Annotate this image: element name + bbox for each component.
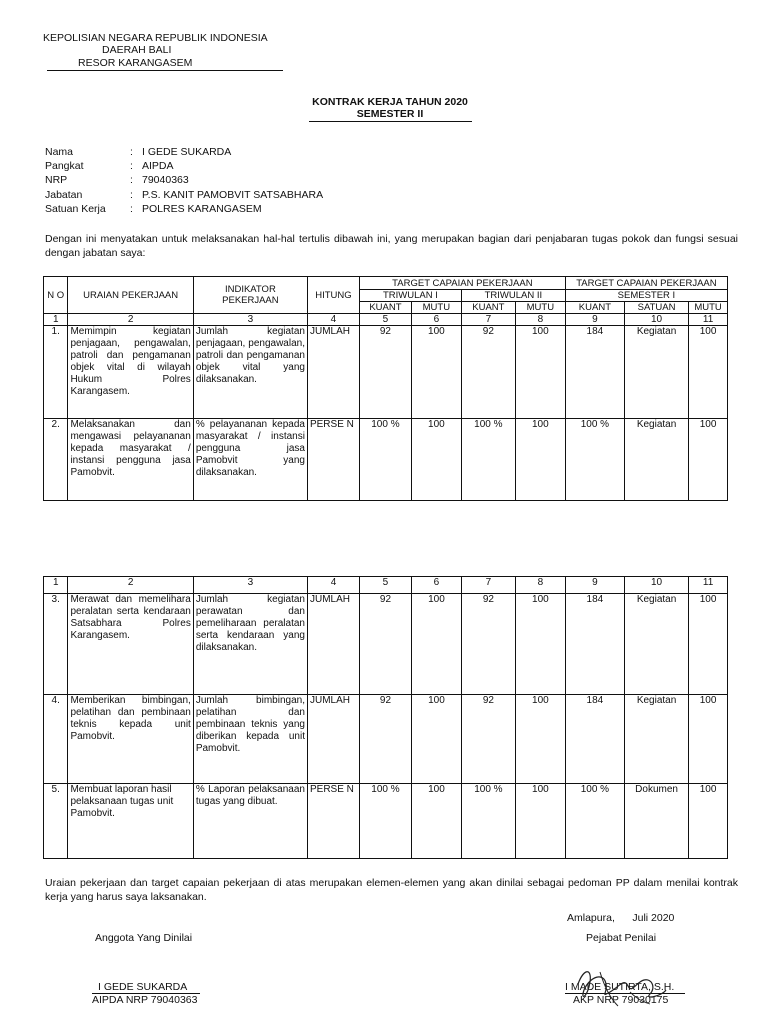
identity-row-jabatan bbox=[45, 188, 323, 202]
identity-row-pangkat bbox=[45, 159, 174, 173]
header-kuant: KUANT bbox=[461, 302, 515, 314]
column-number: 10 bbox=[624, 314, 688, 326]
row-satuan: Kegiatan bbox=[624, 326, 688, 419]
header-uraian: URAIAN PEKERJAAN bbox=[68, 277, 193, 314]
signatory-right-role: Pejabat Penilai bbox=[586, 932, 657, 944]
row-indikator: Jumlah kegiatan penjagaan, pengawalan, patroli dan pengamanan objek vital yang dilaksanakan. bbox=[193, 326, 307, 419]
header-kuant: KUANT bbox=[359, 302, 411, 314]
identity-sep: : bbox=[130, 189, 133, 201]
row-number: 3. bbox=[44, 594, 68, 695]
row-uraian: Merawat dan memelihara peralatan serta kendaraan Satsabhara Polres Karangasem. bbox=[68, 594, 193, 695]
row-mutu-tw2: 100 bbox=[515, 695, 565, 784]
row-mutu-tw2: 100 bbox=[515, 326, 565, 419]
row-kuant-sem: 100 % bbox=[565, 419, 624, 501]
document-subtitle: SEMESTER II bbox=[356, 108, 424, 120]
column-number: 2 bbox=[68, 314, 193, 326]
signatory-left-id: AIPDA NRP 79040363 bbox=[92, 994, 198, 1006]
row-mutu-tw2: 100 bbox=[515, 419, 565, 501]
column-number: 8 bbox=[515, 314, 565, 326]
row-indikator: % Laporan pelaksanaan tugas yang dibuat. bbox=[193, 784, 307, 859]
row-number: 2. bbox=[44, 419, 68, 501]
identity-value: P.S. KANIT PAMOBVIT SATSABHARA bbox=[142, 189, 324, 201]
column-number: 4 bbox=[307, 577, 359, 594]
row-hitung: PERSE N bbox=[307, 784, 359, 859]
identity-sep: : bbox=[130, 160, 133, 172]
header-triwulan-1: TRIWULAN I bbox=[359, 290, 461, 302]
row-number: 5. bbox=[44, 784, 68, 859]
intro-paragraph: Dengan ini menyatakan untuk melaksanakan hal-hal tertulis dibawah ini, yang merupakan bagian dari penjabaran tugas pokok dan fungsi sesuai dengan jabatan saya: bbox=[45, 233, 738, 259]
handwritten-signature bbox=[570, 962, 670, 1012]
row-indikator: Jumlah bimbingan, pelatihan dan pembinaan teknis yang diberikan kepada unit Pamobvit. bbox=[193, 695, 307, 784]
row-kuant-sem: 100 % bbox=[565, 784, 624, 859]
row-mutu-sem: 100 bbox=[689, 326, 728, 419]
closing-paragraph: Uraian pekerjaan dan target capaian pekerjaan di atas merupakan elemen-elemen yang akan dinilai sebagai pedoman PP dalam menilai kontrak kerja yang harus saya laksanakan. bbox=[45, 877, 738, 903]
table-row bbox=[44, 784, 728, 859]
column-number: 1 bbox=[44, 314, 68, 326]
row-mutu-sem: 100 bbox=[689, 695, 728, 784]
row-hitung: PERSE N bbox=[307, 419, 359, 501]
row-kuant-tw1: 92 bbox=[359, 326, 411, 419]
column-number-row bbox=[44, 314, 728, 326]
column-number: 9 bbox=[565, 577, 624, 594]
table-row bbox=[44, 695, 728, 784]
identity-row-nrp bbox=[45, 173, 189, 187]
row-kuant-tw1: 100 % bbox=[359, 784, 411, 859]
institution-name: KEPOLISIAN NEGARA REPUBLIK INDONESIA bbox=[43, 32, 268, 44]
row-kuant-tw2: 92 bbox=[461, 326, 515, 419]
column-number: 8 bbox=[515, 577, 565, 594]
header-target-semester: TARGET CAPAIAN PEKERJAAN bbox=[565, 277, 727, 290]
contract-table-2 bbox=[43, 576, 728, 859]
row-kuant-tw2: 92 bbox=[461, 594, 515, 695]
identity-value: 79040363 bbox=[142, 174, 189, 186]
row-uraian: Membuat laporan hasil pelaksanaan tugas unit Pamobvit. bbox=[68, 784, 193, 859]
column-number: 9 bbox=[565, 314, 624, 326]
row-satuan: Kegiatan bbox=[624, 594, 688, 695]
identity-label: Satuan Kerja bbox=[45, 203, 106, 215]
row-mutu-tw1: 100 bbox=[411, 695, 461, 784]
header-satuan: SATUAN bbox=[624, 302, 688, 314]
header-hitung: HITUNG bbox=[307, 277, 359, 314]
header-indikator: INDIKATOR PEKERJAAN bbox=[193, 277, 307, 314]
row-satuan: Kegiatan bbox=[624, 695, 688, 784]
row-satuan: Kegiatan bbox=[624, 419, 688, 501]
signatory-right-id: AKP NRP 79030175 bbox=[573, 994, 669, 1006]
header-triwulan-2: TRIWULAN II bbox=[461, 290, 565, 302]
identity-sep: : bbox=[130, 203, 133, 215]
row-mutu-sem: 100 bbox=[689, 784, 728, 859]
column-number: 11 bbox=[689, 577, 728, 594]
table-row bbox=[44, 419, 728, 501]
row-mutu-tw1: 100 bbox=[411, 326, 461, 419]
column-number: 7 bbox=[461, 577, 515, 594]
signatory-left-role: Anggota Yang Dinilai bbox=[95, 932, 193, 944]
column-number: 3 bbox=[193, 577, 307, 594]
identity-row-satuan-kerja bbox=[45, 202, 262, 216]
column-number: 6 bbox=[411, 314, 461, 326]
table-row bbox=[44, 326, 728, 419]
identity-value: I GEDE SUKARDA bbox=[142, 146, 232, 158]
document-title: KONTRAK KERJA TAHUN 2020 bbox=[312, 96, 468, 108]
identity-label: NRP bbox=[45, 174, 68, 186]
header-kuant: KUANT bbox=[565, 302, 624, 314]
row-indikator: % pelayananan kepada masyarakat / instansi pengguna jasa Pamobvit yang dilaksanakan. bbox=[193, 419, 307, 501]
row-uraian: Memimpin kegiatan penjagaan, pengawalan, patroli dan pengamanan objek vital di wilayah Hukum Polres Karangasem. bbox=[68, 326, 193, 419]
row-mutu-tw2: 100 bbox=[515, 594, 565, 695]
header-mutu: MUTU bbox=[515, 302, 565, 314]
row-number: 1. bbox=[44, 326, 68, 419]
column-number: 10 bbox=[624, 577, 688, 594]
row-kuant-sem: 184 bbox=[565, 326, 624, 419]
table-row bbox=[44, 594, 728, 695]
row-uraian: Melaksanakan dan mengawasi pelayananan kepada masyarakat / instansi pengguna jasa Pamobvit. bbox=[68, 419, 193, 501]
column-number: 5 bbox=[359, 577, 411, 594]
identity-label: Nama bbox=[45, 146, 74, 158]
row-mutu-tw1: 100 bbox=[411, 784, 461, 859]
row-kuant-tw2: 100 % bbox=[461, 419, 515, 501]
row-mutu-sem: 100 bbox=[689, 419, 728, 501]
unit-name: RESOR KARANGASEM bbox=[78, 57, 193, 69]
row-satuan: Dokumen bbox=[624, 784, 688, 859]
row-kuant-tw2: 100 % bbox=[461, 784, 515, 859]
signatory-right-name: I MADE SUTIRTA, S.H. bbox=[565, 981, 675, 993]
header-semester-1: SEMESTER I bbox=[565, 290, 727, 302]
place-date: Amlapura, Juli 2020 bbox=[567, 912, 675, 924]
column-number-row bbox=[44, 577, 728, 594]
row-number: 4. bbox=[44, 695, 68, 784]
row-uraian: Memberikan bimbingan, pelatihan dan pembinaan teknis kepada unit Pamobvit. bbox=[68, 695, 193, 784]
row-kuant-sem: 184 bbox=[565, 695, 624, 784]
row-mutu-tw2: 100 bbox=[515, 784, 565, 859]
header-mutu: MUTU bbox=[689, 302, 728, 314]
header-target-triwulan: TARGET CAPAIAN PEKERJAAN bbox=[359, 277, 565, 290]
row-kuant-tw2: 92 bbox=[461, 695, 515, 784]
signatory-left-name: I GEDE SUKARDA bbox=[98, 981, 188, 993]
identity-value: POLRES KARANGASEM bbox=[142, 203, 262, 215]
identity-sep: : bbox=[130, 174, 133, 186]
column-number: 3 bbox=[193, 314, 307, 326]
region-name: DAERAH BALI bbox=[102, 44, 172, 56]
contract-table-1 bbox=[43, 276, 728, 501]
row-hitung: JUMLAH bbox=[307, 695, 359, 784]
identity-sep: : bbox=[130, 146, 133, 158]
row-kuant-tw1: 100 % bbox=[359, 419, 411, 501]
row-mutu-tw1: 100 bbox=[411, 594, 461, 695]
row-mutu-sem: 100 bbox=[689, 594, 728, 695]
row-indikator: Jumlah kegiatan perawatan dan pemeliharaan peralatan serta kendaraan yang dilaksanakan. bbox=[193, 594, 307, 695]
row-hitung: JUMLAH bbox=[307, 594, 359, 695]
column-number: 6 bbox=[411, 577, 461, 594]
row-kuant-sem: 184 bbox=[565, 594, 624, 695]
header-mutu: MUTU bbox=[411, 302, 461, 314]
row-kuant-tw1: 92 bbox=[359, 695, 411, 784]
column-number: 7 bbox=[461, 314, 515, 326]
column-number: 2 bbox=[68, 577, 193, 594]
letterhead-underline bbox=[47, 70, 283, 71]
row-kuant-tw1: 92 bbox=[359, 594, 411, 695]
column-number: 1 bbox=[44, 577, 68, 594]
column-number: 5 bbox=[359, 314, 411, 326]
column-number: 11 bbox=[689, 314, 728, 326]
identity-label: Pangkat bbox=[45, 160, 84, 172]
identity-row-nama bbox=[45, 145, 231, 159]
header-no: N O bbox=[44, 277, 68, 314]
identity-value: AIPDA bbox=[142, 160, 174, 172]
column-number: 4 bbox=[307, 314, 359, 326]
title-underline bbox=[309, 121, 472, 122]
identity-label: Jabatan bbox=[45, 189, 83, 201]
row-mutu-tw1: 100 bbox=[411, 419, 461, 501]
row-hitung: JUMLAH bbox=[307, 326, 359, 419]
